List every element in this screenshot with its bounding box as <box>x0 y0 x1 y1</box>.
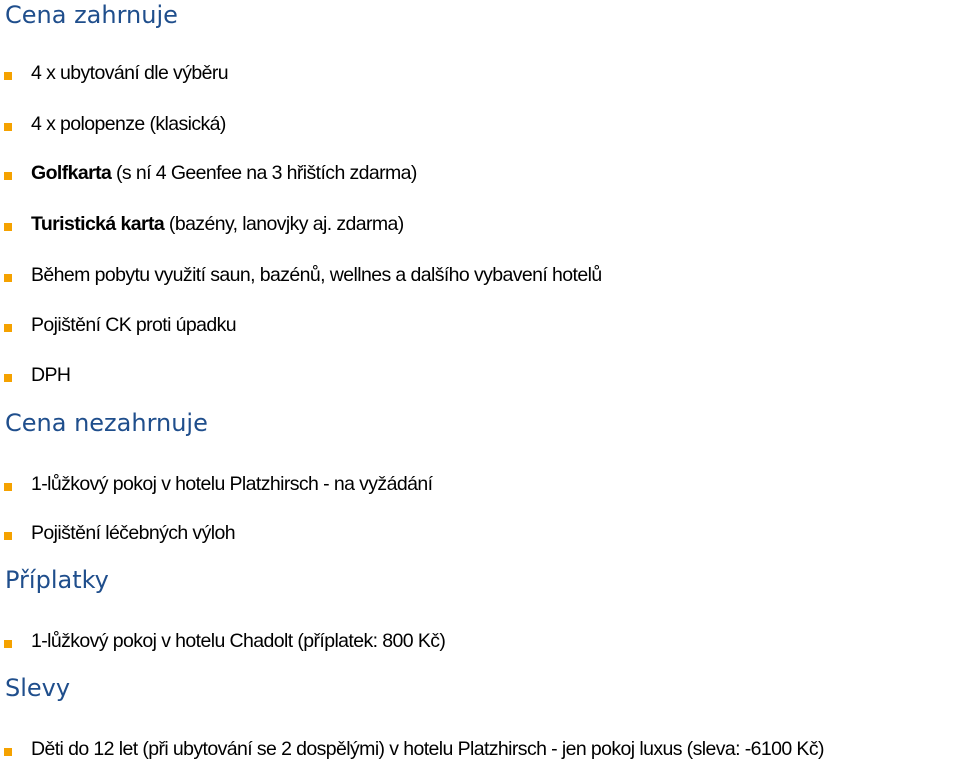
list-item <box>0 312 236 338</box>
item-text: (s ní 4 Geenfee na 3 hřištích zdarma) <box>111 161 417 184</box>
list-item <box>0 111 226 137</box>
square-bullet-icon <box>4 123 12 131</box>
heading-discounts: Slevy <box>5 674 71 702</box>
square-bullet-icon <box>4 324 12 332</box>
heading-surcharges: Příplatky <box>5 566 109 594</box>
list-item <box>0 211 404 237</box>
item-text: Děti do 12 let (při ubytování se 2 dospělými) v hotelu Platzhirsch - jen pokoj luxus (sleva: -6100 Kč) <box>31 737 824 760</box>
square-bullet-icon <box>4 374 12 382</box>
item-text: 4 x polopenze (klasická) <box>31 112 226 135</box>
square-bullet-icon <box>4 483 12 491</box>
list-item <box>0 362 70 388</box>
square-bullet-icon <box>4 532 12 540</box>
heading-price-excludes: Cena nezahrnuje <box>5 409 208 437</box>
list-item <box>0 160 417 186</box>
list-item <box>0 262 602 288</box>
square-bullet-icon <box>4 72 12 80</box>
list-item <box>0 471 432 497</box>
item-text: 4 x ubytování dle výběru <box>31 61 228 84</box>
item-bold-text: Golfkarta <box>31 161 112 184</box>
list-item <box>0 736 824 762</box>
heading-price-includes: Cena zahrnuje <box>5 1 178 29</box>
square-bullet-icon <box>4 223 12 231</box>
square-bullet-icon <box>4 640 12 648</box>
item-text: 1-lůžkový pokoj v hotelu Platzhirsch - na vyžádání <box>31 472 433 495</box>
item-text: DPH <box>31 363 71 386</box>
item-text: (bazény, lanovjky aj. zdarma) <box>164 212 404 235</box>
list-item <box>0 60 228 86</box>
item-text: Pojištění léčebných výloh <box>31 521 235 544</box>
square-bullet-icon <box>4 748 12 756</box>
item-text: Pojištění CK proti úpadku <box>31 313 237 336</box>
item-text: 1-lůžkový pokoj v hotelu Chadolt (příplatek: 800 Kč) <box>31 629 446 652</box>
list-item <box>0 520 235 546</box>
square-bullet-icon <box>4 172 12 180</box>
list-item <box>0 628 445 654</box>
item-bold-text: Turistická karta <box>31 212 165 235</box>
square-bullet-icon <box>4 274 12 282</box>
item-text: Během pobytu využití saun, bazénů, wellnes a dalšího vybavení hotelů <box>31 263 602 286</box>
